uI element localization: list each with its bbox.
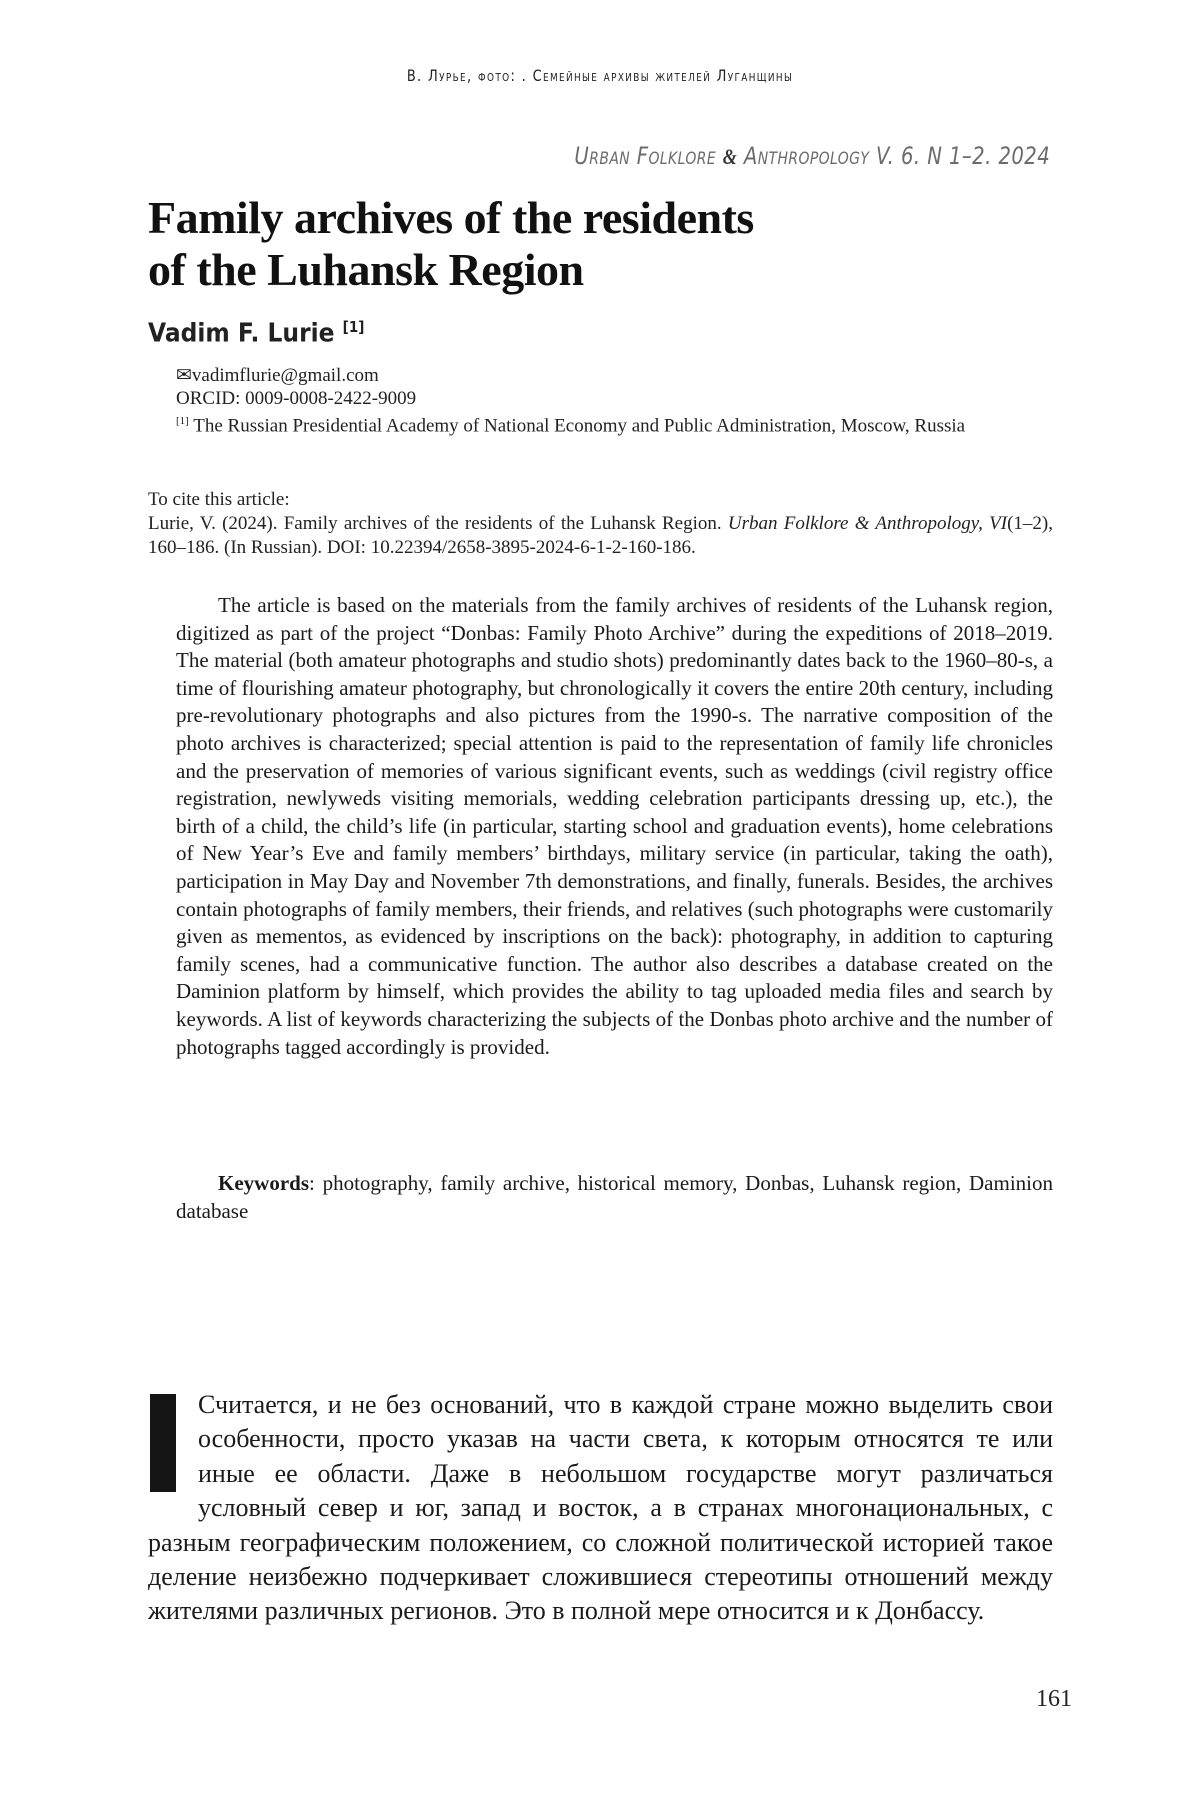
author-name xyxy=(148,318,364,349)
body-paragraph xyxy=(148,1388,1053,1629)
orcid-line: ORCID: 0009-0008-2422-9009 xyxy=(176,387,1056,410)
author-name-text: Vadim F. Lurie xyxy=(148,319,335,349)
author-email[interactable]: vadimflurie@gmail.com xyxy=(192,365,379,386)
keywords-text: : photography, family archive, historical memory, Donbas, Luhansk region, Daminion database xyxy=(176,1171,1053,1223)
citation-label: To cite this article: xyxy=(148,488,1053,512)
author-affiliation-marker: [1] xyxy=(343,318,365,336)
page-number: 161 xyxy=(1036,1686,1072,1713)
running-header: В. Лурье, фото: . Семейные архивы жителей Луганщины xyxy=(60,66,1140,85)
body-paragraph-text: Считается, и не без оснований, что в каждой стране можно выделить свои особенности, просто указав на части света, к которым относятся те или иные ее области. Даже в небольшом государстве могут различаться условный север и юг, запад и восток, а в странах многонациональных, с разным географическим положением, со сложной политической историей такое деление неизбежно подчеркивает сложившиеся стереотипы отношений между жителями различных регионов. Это в полной мере относится и к Донбассу. xyxy=(148,1390,1053,1625)
journal-issue-line xyxy=(574,142,1050,170)
citation-text-end: (1–2), 160–186. (In Russian). DOI: 10.22394/2658-3895-2024-6-1-2-160-186. xyxy=(148,513,1053,558)
author-details xyxy=(176,364,1056,437)
abstract: The article is based on the materials from the family archives of residents of the Luhansk region, digitized as part of the project “Donbas: Family Photo Archive” during the expeditions of 2018–2019. The material (both amateur photographs and studio shots) predominantly dates back to the 1960–80-s, a time of flourishing amateur photography, but chronologically it covers the entire 20th century, including pre-revolutionary photographs and also pictures from the 1990-s. The narrative composition of the photo archives is characterized; special attention is paid to the representation of family life chronicles and the preservation of memories of various significant events, such as weddings (civil registry office registration, newlyweds visiting memorials, wedding celebration participants dressing up, etc.), the birth of a child, the child’s life (in particular, starting school and graduation events), home celebrations of New Year’s Eve and family members’ birthdays, military service (in particular, taking the oath), participation in May Day and November 7th demonstrations, and finally, funerals. Besides, the archives contain photographs of family members, their friends, and relatives (such photographs were customarily given as mementos, as evidenced by inscriptions on the back): photography, in addition to capturing family scenes, had a communicative function. The author also describes a database created on the Daminion platform by himself, which provides the ability to tag uploaded media files and search by keywords. A list of keywords characterizing the subjects of the Donbas photo archive and the number of photographs tagged accordingly is provided. xyxy=(176,592,1053,1061)
citation-journal: Urban Folklore & Anthropology, VI xyxy=(728,513,1007,534)
journal-ampersand: & xyxy=(723,144,737,169)
affiliation-line xyxy=(176,410,1056,437)
envelope-icon: ✉ xyxy=(176,365,192,386)
keywords-label: Keywords xyxy=(218,1171,309,1195)
journal-volume-issue: V. 6. N 1–2. 2024 xyxy=(876,142,1050,170)
title-line-1: Family archives of the residents xyxy=(148,192,754,243)
journal-name-part1: Urban Folklore xyxy=(574,142,716,170)
affiliation-text: The Russian Presidential Academy of National Economy and Public Administration, Moscow, Russia xyxy=(193,415,965,436)
keywords xyxy=(176,1170,1053,1225)
journal-name-part2: Anthropology xyxy=(744,142,869,170)
drop-cap-bar xyxy=(150,1394,176,1492)
citation-text-start: Lurie, V. (2024). Family archives of the residents of the Luhansk Region. xyxy=(148,513,728,534)
email-line xyxy=(176,364,1056,387)
affiliation-marker: [1] xyxy=(176,415,189,427)
article-title xyxy=(148,192,754,296)
title-line-2: of the Luhansk Region xyxy=(148,244,584,295)
citation-block xyxy=(148,488,1053,560)
